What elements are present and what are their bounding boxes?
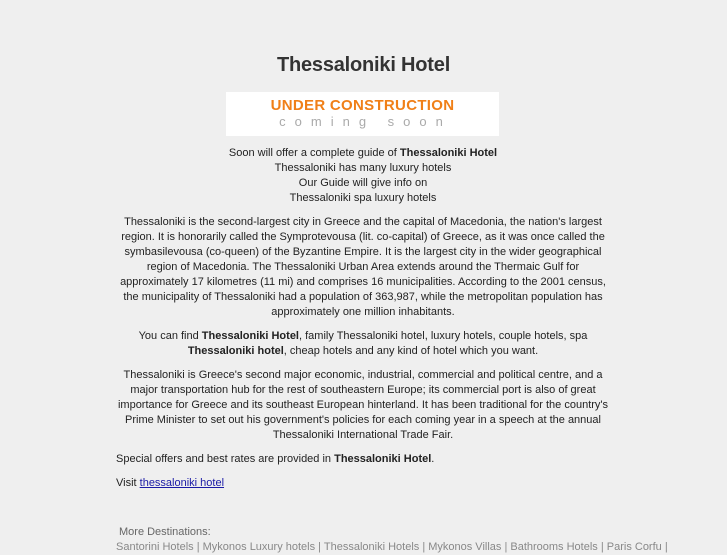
find-pre: You can find (138, 330, 202, 342)
destinations-links-row[interactable]: Santorini Hotels | Mykonos Luxury hotels | Thessaloniki Hotels | Mykonos Villas | Bathrooms Hotels | Paris Corfu | (116, 541, 668, 553)
intro-line1-text: Soon will offer a complete guide of (228, 147, 400, 159)
thessaloniki-hotel-link[interactable]: thessaloniki hotel (139, 477, 225, 489)
find-post: , cheap hotels and any kind of hotel which you want. (283, 345, 539, 357)
under-construction-banner (226, 92, 499, 136)
more-destinations-label: More Destinations: (119, 526, 211, 538)
about-paragraph: Thessaloniki is the second-largest city in Greece and the capital of Macedonia, the nation's largest region. It is honorarily called the Symprotevousa (lit. co-capital) of Greece, as it was once called the symbasilevousa (co-queen) of the Byzantine Empire. It is the largest city in the wider geographical region of Macedonia. The Thessaloniki Urban Area extends around the Thermaic Gulf for approximately 17 kilometres (11 mi) and comprises 16 municipalities. According to the 2001 census, the municipality of Thessaloniki had a population of 363,987, while the metropolitan population has approximately one million inhabitants. (120, 216, 606, 318)
main-content (116, 146, 610, 500)
banner-sub-text: coming soon (279, 114, 452, 129)
intro-line2: Thessaloniki has many luxury hotels (274, 162, 452, 174)
economy-paragraph: Thessaloniki is Greece's second major economic, industrial, commercial and political centre, and a major transportation hub for the rest of southeastern Europe; its commercial port is also of great importance for Greece and its southeast European hinterland. It has been traditional for the country's Prime Minister to set out his government's policies for each coming year in a speech at the annual Thessaloniki International Trade Fair. (117, 369, 609, 441)
visit-paragraph (116, 476, 610, 491)
banner-main-text: UNDER CONSTRUCTION (270, 97, 455, 114)
intro-line3: Our Guide will give info on (298, 177, 428, 189)
offers-pre: Special offers and best rates are provided in (116, 453, 335, 465)
find-paragraph (116, 329, 610, 359)
offers-bold: Thessaloniki Hotel (334, 453, 432, 465)
page-title: Thessaloniki Hotel (276, 54, 451, 76)
intro-line1-bold: Thessaloniki Hotel (399, 147, 498, 159)
intro-block (116, 146, 610, 206)
intro-line4: Thessaloniki spa luxury hotels (289, 192, 437, 204)
offers-paragraph (116, 452, 610, 467)
offers-post: . (431, 453, 435, 465)
find-bold1: Thessaloniki Hotel (201, 330, 299, 342)
find-mid: , family Thessaloniki hotel, luxury hotels, couple hotels, spa (299, 330, 588, 342)
find-bold2: Thessaloniki hotel (187, 345, 284, 357)
visit-pre: Visit (116, 477, 140, 489)
